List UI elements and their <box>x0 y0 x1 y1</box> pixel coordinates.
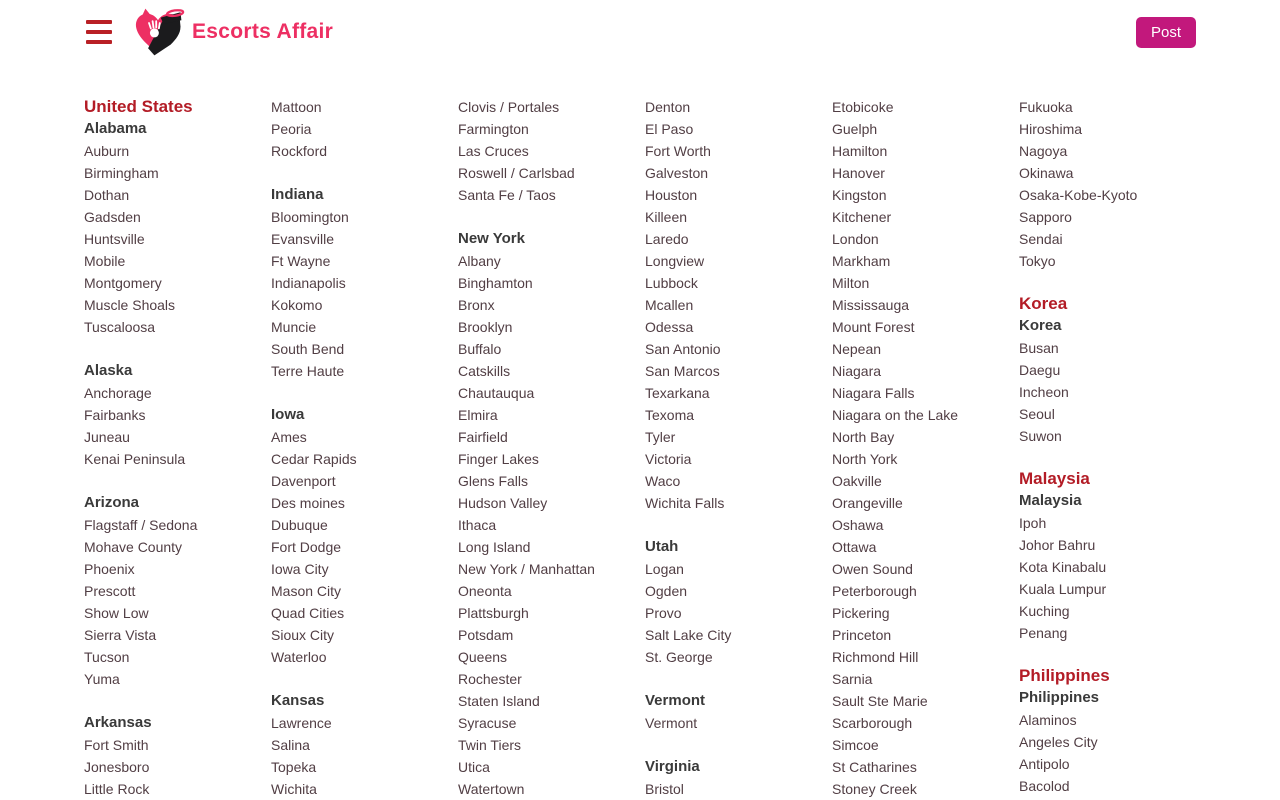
city-link[interactable]: Queens <box>458 649 508 665</box>
city-link[interactable]: Alaminos <box>1019 712 1077 728</box>
location-column <box>84 96 271 800</box>
city-link[interactable]: Glens Falls <box>458 473 529 489</box>
city-link[interactable]: Elmira <box>458 407 498 423</box>
city-link[interactable]: Auburn <box>84 143 130 159</box>
city-link[interactable]: Richmond Hill <box>832 649 919 665</box>
city-link[interactable]: Davenport <box>271 473 336 489</box>
city-link[interactable]: Roswell / Carlsbad <box>458 165 575 181</box>
city-link[interactable]: Jonesboro <box>84 759 150 775</box>
city-link[interactable]: Mount Forest <box>832 319 915 335</box>
city-link[interactable]: Syracuse <box>458 715 517 731</box>
city-link[interactable]: Salt Lake City <box>645 627 732 643</box>
city-link[interactable]: Catskills <box>458 363 511 379</box>
city-link[interactable]: Suwon <box>1019 428 1062 444</box>
city-link[interactable]: Chautauqua <box>458 385 535 401</box>
city-link[interactable]: South Bend <box>271 341 345 357</box>
city-link[interactable]: Salina <box>271 737 310 753</box>
city-link[interactable]: Wichita Falls <box>645 495 725 511</box>
city-link[interactable]: Johor Bahru <box>1019 537 1096 553</box>
city-link[interactable]: Fort Smith <box>84 737 149 753</box>
city-link[interactable]: Kota Kinabalu <box>1019 559 1107 575</box>
city-link[interactable]: Brooklyn <box>458 319 513 335</box>
city-link[interactable]: Bacolod <box>1019 778 1070 794</box>
top-bar <box>0 0 1280 64</box>
state-header: Philippines <box>1019 689 1100 706</box>
state-header: Korea <box>1019 317 1062 334</box>
country-header: Philippines <box>1019 666 1110 685</box>
city-link[interactable]: Bristol <box>645 781 684 797</box>
city-link[interactable]: Denton <box>645 99 691 115</box>
city-link[interactable]: Quad Cities <box>271 605 345 621</box>
city-link[interactable]: El Paso <box>645 121 694 137</box>
city-link[interactable]: Oneonta <box>458 583 512 599</box>
city-link[interactable]: Bronx <box>458 297 495 313</box>
location-column <box>271 96 458 800</box>
city-link[interactable]: Princeton <box>832 627 892 643</box>
city-link[interactable]: Lubbock <box>645 275 698 291</box>
city-link[interactable]: Long Island <box>458 539 531 555</box>
city-link[interactable]: Binghamton <box>458 275 533 291</box>
hamburger-icon <box>86 30 112 34</box>
city-link[interactable]: Des moines <box>271 495 345 511</box>
city-link[interactable]: Tokyo <box>1019 253 1056 269</box>
state-header: Arkansas <box>84 714 152 731</box>
city-link[interactable]: North York <box>832 451 898 467</box>
city-link[interactable]: Prescott <box>84 583 136 599</box>
city-link[interactable]: North Bay <box>832 429 895 445</box>
country-header: Korea <box>1019 294 1068 313</box>
city-link[interactable]: Ames <box>271 429 307 445</box>
city-link[interactable]: Little Rock <box>84 781 150 797</box>
city-link[interactable]: Mobile <box>84 253 126 269</box>
city-link[interactable]: St. George <box>645 649 713 665</box>
city-link[interactable]: Stoney Creek <box>832 781 917 797</box>
city-link[interactable]: Galveston <box>645 165 709 181</box>
city-link[interactable]: Hiroshima <box>1019 121 1083 137</box>
state-header: New York <box>458 230 525 247</box>
city-link[interactable]: Farmington <box>458 121 529 137</box>
city-link[interactable]: Owen Sound <box>832 561 913 577</box>
country-header: United States <box>84 97 193 116</box>
city-link[interactable]: St Catharines <box>832 759 917 775</box>
city-link[interactable]: San Antonio <box>645 341 721 357</box>
city-link[interactable]: Yuma <box>84 671 120 687</box>
city-link[interactable]: Okinawa <box>1019 165 1074 181</box>
city-link[interactable]: Cedar Rapids <box>271 451 357 467</box>
city-link[interactable]: Hudson Valley <box>458 495 548 511</box>
city-link[interactable]: Logan <box>645 561 684 577</box>
post-button[interactable]: Post <box>1136 17 1196 48</box>
city-link[interactable]: Niagara Falls <box>832 385 915 401</box>
city-link[interactable]: Laredo <box>645 231 689 247</box>
city-link[interactable]: Flagstaff / Sedona <box>84 517 198 533</box>
city-link[interactable]: Fairfield <box>458 429 508 445</box>
city-link[interactable]: San Marcos <box>645 363 720 379</box>
city-link[interactable]: Ottawa <box>832 539 877 555</box>
state-header: Arizona <box>84 494 140 511</box>
city-link[interactable]: Ft Wayne <box>271 253 331 269</box>
city-link[interactable]: Antipolo <box>1019 756 1070 772</box>
city-link[interactable]: Kitchener <box>832 209 892 225</box>
city-link[interactable]: Sapporo <box>1019 209 1072 225</box>
city-link[interactable]: Niagara <box>832 363 882 379</box>
city-link[interactable]: Scarborough <box>832 715 913 731</box>
city-link[interactable]: Iowa City <box>271 561 329 577</box>
city-link[interactable]: Provo <box>645 605 682 621</box>
city-link[interactable]: Potsdam <box>458 627 514 643</box>
city-link[interactable]: Pickering <box>832 605 890 621</box>
city-link[interactable]: Kingston <box>832 187 887 203</box>
city-link[interactable]: Mcallen <box>645 297 694 313</box>
city-link[interactable]: Busan <box>1019 340 1059 356</box>
state-header: Vermont <box>645 692 706 709</box>
city-link[interactable]: Peoria <box>271 121 312 137</box>
city-link[interactable]: Sarnia <box>832 671 873 687</box>
city-link[interactable]: Markham <box>832 253 891 269</box>
city-link[interactable]: Utica <box>458 759 490 775</box>
city-link[interactable]: Peterborough <box>832 583 917 599</box>
heart-devil-halo-icon <box>131 8 185 56</box>
city-link[interactable]: Mason City <box>271 583 342 599</box>
hamburger-icon <box>86 40 112 44</box>
city-link[interactable]: Victoria <box>645 451 692 467</box>
city-link[interactable]: Kokomo <box>271 297 323 313</box>
state-header: Alaska <box>84 362 133 379</box>
city-link[interactable]: Vermont <box>645 715 698 731</box>
city-link[interactable]: Sierra Vista <box>84 627 157 643</box>
city-link[interactable]: Ogden <box>645 583 688 599</box>
city-link[interactable]: Houston <box>645 187 698 203</box>
city-link[interactable]: London <box>832 231 879 247</box>
city-link[interactable]: Indianapolis <box>271 275 346 291</box>
state-header: Malaysia <box>1019 492 1082 509</box>
city-link[interactable]: Texarkana <box>645 385 710 401</box>
city-link[interactable]: Niagara on the Lake <box>832 407 959 423</box>
city-link[interactable]: Tyler <box>645 429 676 445</box>
location-column <box>832 96 1019 800</box>
location-column <box>1019 96 1206 800</box>
city-link[interactable]: Seoul <box>1019 406 1055 422</box>
city-link[interactable]: Oshawa <box>832 517 884 533</box>
city-link[interactable]: Waco <box>645 473 681 489</box>
location-columns <box>84 96 1280 800</box>
city-link[interactable]: Las Cruces <box>458 143 529 159</box>
logo[interactable] <box>131 8 333 56</box>
city-link[interactable]: Longview <box>645 253 705 269</box>
city-link[interactable]: Buffalo <box>458 341 502 357</box>
location-column <box>645 96 832 800</box>
city-link[interactable]: Dubuque <box>271 517 328 533</box>
city-link[interactable]: Muscle Shoals <box>84 297 176 313</box>
city-link[interactable]: Incheon <box>1019 384 1069 400</box>
city-link[interactable]: Osaka-Kobe-Kyoto <box>1019 187 1138 203</box>
city-link[interactable]: Fort Worth <box>645 143 711 159</box>
city-link[interactable]: Topeka <box>271 759 317 775</box>
city-link[interactable]: Show Low <box>84 605 149 621</box>
state-header: Iowa <box>271 406 305 423</box>
country-header: Malaysia <box>1019 469 1090 488</box>
city-link[interactable]: Bloomington <box>271 209 349 225</box>
city-link[interactable]: Ithaca <box>458 517 497 533</box>
city-link[interactable]: Santa Fe / Taos <box>458 187 556 203</box>
city-link[interactable]: Nepean <box>832 341 882 357</box>
city-link[interactable]: Anchorage <box>84 385 152 401</box>
city-link[interactable]: Angeles City <box>1019 734 1098 750</box>
city-link[interactable]: Muncie <box>271 319 317 335</box>
state-header: Alabama <box>84 120 147 137</box>
city-link[interactable]: Etobicoke <box>832 99 894 115</box>
city-link[interactable]: Milton <box>832 275 870 291</box>
city-link[interactable]: Tucson <box>84 649 130 665</box>
city-link[interactable]: Sendai <box>1019 231 1063 247</box>
city-link[interactable]: Kuching <box>1019 603 1070 619</box>
city-link[interactable]: Guelph <box>832 121 878 137</box>
city-link[interactable]: Sault Ste Marie <box>832 693 928 709</box>
menu-button[interactable] <box>86 20 112 44</box>
location-column <box>458 96 645 800</box>
city-link[interactable]: Hamilton <box>832 143 888 159</box>
city-link[interactable]: Huntsville <box>84 231 145 247</box>
city-link[interactable]: Odessa <box>645 319 694 335</box>
city-link[interactable]: Evansville <box>271 231 335 247</box>
city-link[interactable]: Daegu <box>1019 362 1061 378</box>
state-header: Indiana <box>271 186 324 203</box>
city-link[interactable]: Staten Island <box>458 693 540 709</box>
city-link[interactable]: Fukuoka <box>1019 99 1073 115</box>
city-link[interactable]: Finger Lakes <box>458 451 539 467</box>
city-link[interactable]: Sioux City <box>271 627 335 643</box>
city-link[interactable]: Terre Haute <box>271 363 345 379</box>
state-header: Utah <box>645 538 679 555</box>
city-link[interactable]: Birmingham <box>84 165 159 181</box>
city-link[interactable]: Gadsden <box>84 209 141 225</box>
city-link[interactable]: Ipoh <box>1019 515 1047 531</box>
city-link[interactable]: Nagoya <box>1019 143 1068 159</box>
city-link[interactable]: Rockford <box>271 143 328 159</box>
city-link[interactable]: Montgomery <box>84 275 162 291</box>
city-link[interactable]: Watertown <box>458 781 525 797</box>
city-link[interactable]: Simcoe <box>832 737 879 753</box>
city-link[interactable]: Twin Tiers <box>458 737 522 753</box>
city-link[interactable]: Oakville <box>832 473 882 489</box>
state-header: Kansas <box>271 692 325 709</box>
city-link[interactable]: Hanover <box>832 165 885 181</box>
city-link[interactable]: Rochester <box>458 671 522 687</box>
city-link[interactable]: Albany <box>458 253 501 269</box>
city-link[interactable]: Kuala Lumpur <box>1019 581 1107 597</box>
city-link[interactable]: Kenai Peninsula <box>84 451 186 467</box>
city-link[interactable]: Clovis / Portales <box>458 99 560 115</box>
city-link[interactable]: Mohave County <box>84 539 183 555</box>
city-link[interactable]: Lawrence <box>271 715 332 731</box>
city-link[interactable]: Dothan <box>84 187 130 203</box>
state-header: Virginia <box>645 758 700 775</box>
city-link[interactable]: Fort Dodge <box>271 539 342 555</box>
city-link[interactable]: Juneau <box>84 429 130 445</box>
city-link[interactable]: Mississauga <box>832 297 910 313</box>
city-link[interactable]: Tuscaloosa <box>84 319 156 335</box>
city-link[interactable]: Plattsburgh <box>458 605 529 621</box>
city-link[interactable]: Waterloo <box>271 649 327 665</box>
city-link[interactable]: Killeen <box>645 209 688 225</box>
city-link[interactable]: Texoma <box>645 407 695 423</box>
city-link[interactable]: Orangeville <box>832 495 903 511</box>
locations-directory <box>84 96 1280 800</box>
city-link[interactable]: Phoenix <box>84 561 135 577</box>
city-link[interactable]: Fairbanks <box>84 407 146 423</box>
city-link[interactable]: New York / Manhattan <box>458 561 595 577</box>
city-link[interactable]: Mattoon <box>271 99 322 115</box>
logo-text: Escorts Affair <box>192 20 334 43</box>
hamburger-icon <box>86 20 112 24</box>
city-link[interactable]: Penang <box>1019 625 1068 641</box>
city-link[interactable]: Wichita <box>271 781 317 797</box>
